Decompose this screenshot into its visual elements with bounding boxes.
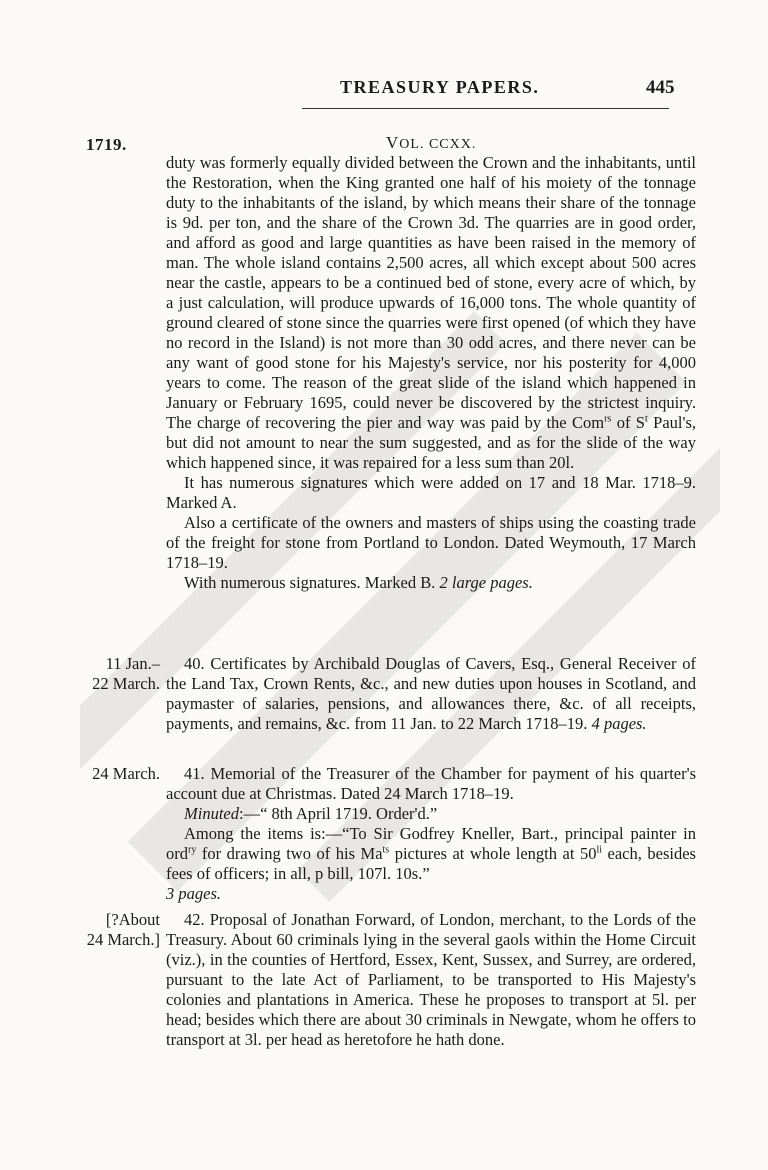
signatures-note-b: With numerous signatures. Marked B. 2 large pages. [184,573,533,592]
header-rule [302,108,669,109]
entry-41-items: Among the items is:—“To Sir Godfrey Kneller, Bart., principal painter in ord$^{ry}$ for drawing two of his $Ma^{ts}$ pictures at whole length at $50^{li}$ each, besides fees of officers; in all, p bill, 107l. 10s.” [166,824,696,883]
entry-40-pages: 4 pages. [591,714,647,733]
entry-41-text: 41. Memorial of the Treasurer of the Chamber for payment of his quarter's account due at Christmas. Dated 24 March 1718–19. [166,764,696,803]
entry-41-pages: 3 pages. [166,884,221,903]
continuation-block [166,153,696,593]
certificate-note: Also a certificate of the owners and masters of ships using the coasting trade of the freight for stone from Portland to London. Dated Weymouth, 17 March 1718–19. [166,513,696,572]
entry-41-date: 24 March. [92,764,160,783]
entry-40 [166,654,696,734]
volume-rest: OL. CCXX. [399,137,477,152]
entry-42 [166,910,696,1050]
entry-41 [166,764,696,904]
entry-40-date: 11 Jan.– 22 March. [92,654,160,693]
page-number: 445 [646,77,675,98]
entry-41-minute: Minuted:—“ 8th April 1719. Order'd.” [184,804,438,823]
year-heading: 1719. [86,135,127,154]
entry-42-date: [?About 24 March.] [86,910,160,949]
continuation-paragraph: duty was formerly equally divided between the Crown and the inhabitants, until the Restoration, when the King granted one half of his moiety of the tonnage duty to the inhabitants of the island, by which means their share of the tonnage is 9d. per ton, and the share of the Crown 3d. The quarries are in good order, and afford as good and large quantities as have been raised in the memory of man. The whole island contains 2,500 acres, all which except about 500 acres near the castle, appears to be a continued bed of stone, every acre of which, by a just calculation, will produce upwards of 16,000 tons. The whole quantity of ground cleared of stone since the quarries were first opened (of which they have no record in the Island) is not more than 30 odd acres, and there never can be any want of good stone for his Majesty's service, nor his posterity for 4,000 years to come. The reason of the great slide of the island which happened in January or February 1695, could never be discovered by the strictest inquiry. The charge of recovering the pier and way was paid by the Com$^{rs}$ of $S^t$ Paul's, but did not amount to near the sum suggested, and as for the slide of the way which happened since, it was repaired for a less sum than 20l. [166,153,697,472]
volume-heading [386,133,476,153]
volume-prefix: V [386,133,400,152]
entry-40-text: 40. Certificates by Archibald Douglas of Cavers, Esq., General Receiver of the Land Tax, Crown Rents, &c., and new duties upon houses in Scotland, and paymaster of salaries, pensions, and allowances there, &c. of all receipts, payments, and remains, &c. from 11 Jan. to 22 March 1718–19. [166,654,696,733]
signatures-note-a: It has numerous signatures which were added on 17 and 18 Mar. 1718–9. Marked A. [166,473,696,512]
entry-42-text: 42. Proposal of Jonathan Forward, of London, merchant, to the Lords of the Treasury. About 60 criminals lying in the several gaols within the Home Circuit (viz.), in the counties of Hertford, Essex, Kent, Sussex, and Surrey, are ordered, pursuant to the late Act of Parliament, to be transported to His Majesty's colonies and plantations in America. These he proposes to transport at 5l. per head; besides which there are about 30 criminals in Newgate, whom he offers to transport at 3l. per head as heretofore he hath done. [166,910,696,1049]
running-head: TREASURY PAPERS. [340,77,540,97]
